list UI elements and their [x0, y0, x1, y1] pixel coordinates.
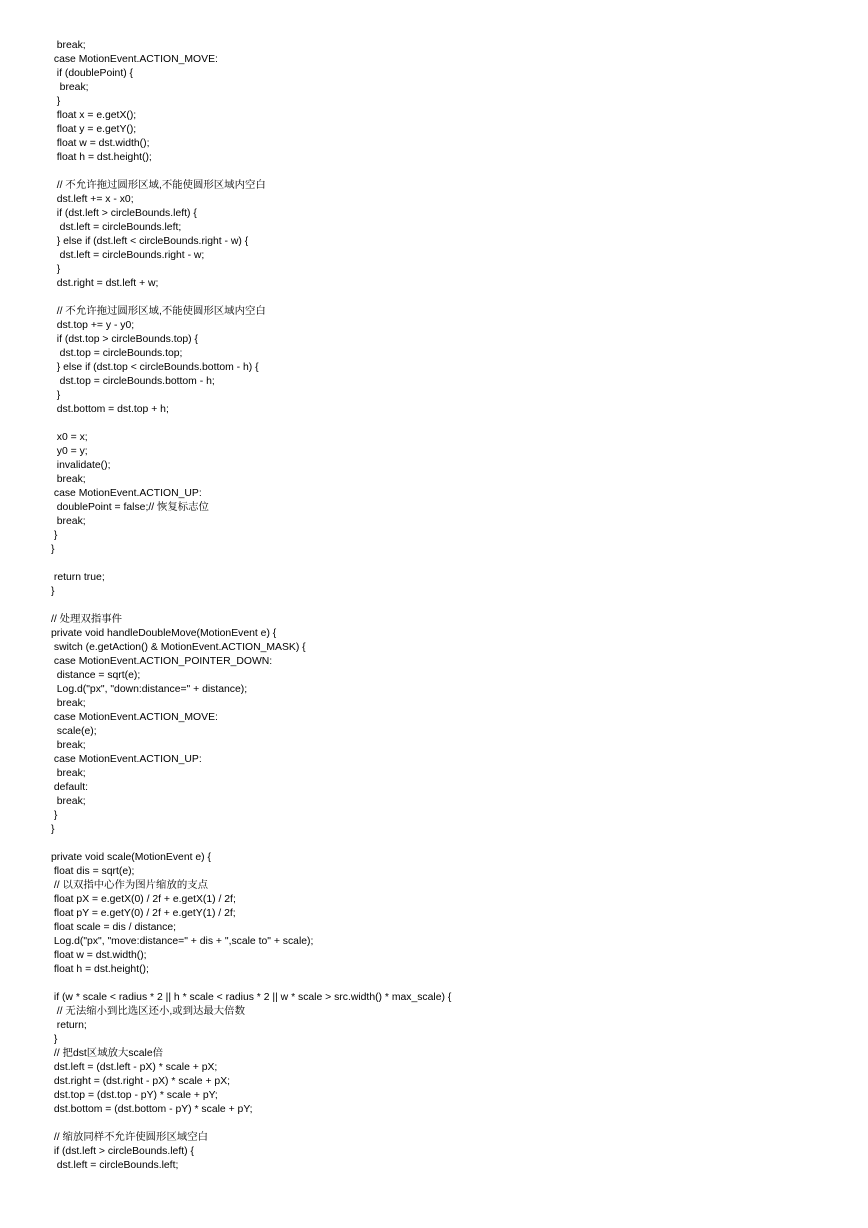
- code-line: x0 = x;: [51, 432, 88, 443]
- code-line: case MotionEvent.ACTION_MOVE:: [51, 54, 218, 65]
- code-line: }: [51, 264, 61, 275]
- code-line: break;: [51, 740, 86, 751]
- code-line: if (dst.left > circleBounds.left) {: [51, 208, 197, 219]
- code-line: [51, 1117, 451, 1131]
- code-line: [51, 977, 451, 991]
- code-line: // 以双指中心作为图片缩放的支点: [51, 880, 209, 891]
- code-line: dst.top = (dst.top - pY) * scale + pY;: [51, 1090, 218, 1101]
- code-line: y0 = y;: [51, 446, 88, 457]
- code-line: }: [51, 96, 61, 107]
- code-line: }: [51, 1034, 58, 1045]
- code-line: }: [51, 530, 58, 541]
- code-line: Log.d("px", "down:distance=" + distance);: [51, 684, 248, 695]
- code-line: case MotionEvent.ACTION_MOVE:: [51, 712, 218, 723]
- code-line: break;: [51, 698, 86, 709]
- code-line: case MotionEvent.ACTION_UP:: [51, 488, 202, 499]
- code-line: private void handleDoubleMove(MotionEvent e) {: [51, 628, 277, 639]
- code-line: private void scale(MotionEvent e) {: [51, 852, 211, 863]
- code-line: float x = e.getX();: [51, 110, 137, 121]
- code-line: break;: [51, 82, 89, 93]
- code-line: dst.bottom = (dst.bottom - pY) * scale + pY;: [51, 1104, 253, 1115]
- code-line: dst.top = circleBounds.bottom - h;: [51, 376, 215, 387]
- code-line: break;: [51, 516, 86, 527]
- code-line: float h = dst.height();: [51, 964, 149, 975]
- code-line: return;: [51, 1020, 87, 1031]
- code-line: dst.left += x - x0;: [51, 194, 134, 205]
- code-line: }: [51, 390, 61, 401]
- code-line: float w = dst.width();: [51, 950, 147, 961]
- code-line: float pY = e.getY(0) / 2f + e.getY(1) / 2f;: [51, 908, 236, 919]
- code-line: float scale = dis / distance;: [51, 922, 177, 933]
- code-line: doublePoint = false;// 恢复标志位: [51, 502, 209, 513]
- code-line: [51, 599, 451, 613]
- code-line: [51, 557, 451, 571]
- code-line: distance = sqrt(e);: [51, 670, 141, 681]
- code-line: if (dst.left > circleBounds.left) {: [51, 1146, 194, 1157]
- code-line: } else if (dst.left < circleBounds.right - w) {: [51, 236, 249, 247]
- code-line: [51, 291, 451, 305]
- code-line: default:: [51, 782, 88, 793]
- code-line: // 无法缩小到比选区还小,或到达最大倍数: [51, 1006, 245, 1017]
- code-line: } else if (dst.top < circleBounds.bottom - h) {: [51, 362, 259, 373]
- code-line: return true;: [51, 572, 105, 583]
- code-line: case MotionEvent.ACTION_UP:: [51, 754, 202, 765]
- code-line: [51, 165, 451, 179]
- code-line: dst.left = circleBounds.left;: [51, 1160, 179, 1171]
- code-line: scale(e);: [51, 726, 97, 737]
- code-line: }: [51, 544, 55, 555]
- code-line: Log.d("px", "move:distance=" + dis + ",scale to" + scale);: [51, 936, 314, 947]
- code-line: dst.left = (dst.left - pX) * scale + pX;: [51, 1062, 218, 1073]
- code-line: float h = dst.height();: [51, 152, 152, 163]
- code-line: dst.left = circleBounds.left;: [51, 222, 182, 233]
- code-line: // 不允许拖过圆形区域,不能使圆形区域内空白: [51, 180, 266, 191]
- code-line: dst.left = circleBounds.right - w;: [51, 250, 205, 261]
- code-line: float w = dst.width();: [51, 138, 150, 149]
- code-line: [51, 837, 451, 851]
- code-line: float y = e.getY();: [51, 124, 137, 135]
- code-line: float pX = e.getX(0) / 2f + e.getX(1) / 2f;: [51, 894, 236, 905]
- code-line: // 缩放同样不允许使圆形区域空白: [51, 1132, 209, 1143]
- code-line: }: [51, 824, 55, 835]
- code-line: }: [51, 586, 55, 597]
- code-line: // 不允许拖过圆形区域,不能使圆形区域内空白: [51, 306, 266, 317]
- code-line: break;: [51, 768, 86, 779]
- code-line: invalidate();: [51, 460, 111, 471]
- code-line: break;: [51, 796, 86, 807]
- code-line: if (w * scale < radius * 2 || h * scale < radius * 2 || w * scale > src.width() * max_scale) {: [51, 992, 452, 1003]
- code-line: break;: [51, 474, 86, 485]
- code-line: float dis = sqrt(e);: [51, 866, 135, 877]
- code-line: // 把dst区域放大scale倍: [51, 1048, 164, 1059]
- code-line: dst.top += y - y0;: [51, 320, 135, 331]
- code-line: }: [51, 810, 58, 821]
- code-line: if (doublePoint) {: [51, 68, 134, 79]
- code-listing: [51, 39, 451, 1173]
- code-line: if (dst.top > circleBounds.top) {: [51, 334, 198, 345]
- code-line: dst.right = dst.left + w;: [51, 278, 159, 289]
- code-line: [51, 417, 451, 431]
- code-line: dst.bottom = dst.top + h;: [51, 404, 169, 415]
- code-line: switch (e.getAction() & MotionEvent.ACTION_MASK) {: [51, 642, 306, 653]
- code-line: dst.top = circleBounds.top;: [51, 348, 183, 359]
- code-line: case MotionEvent.ACTION_POINTER_DOWN:: [51, 656, 273, 667]
- code-line: dst.right = (dst.right - pX) * scale + pX;: [51, 1076, 231, 1087]
- code-line: // 处理双指事件: [51, 614, 123, 625]
- code-line: break;: [51, 40, 86, 51]
